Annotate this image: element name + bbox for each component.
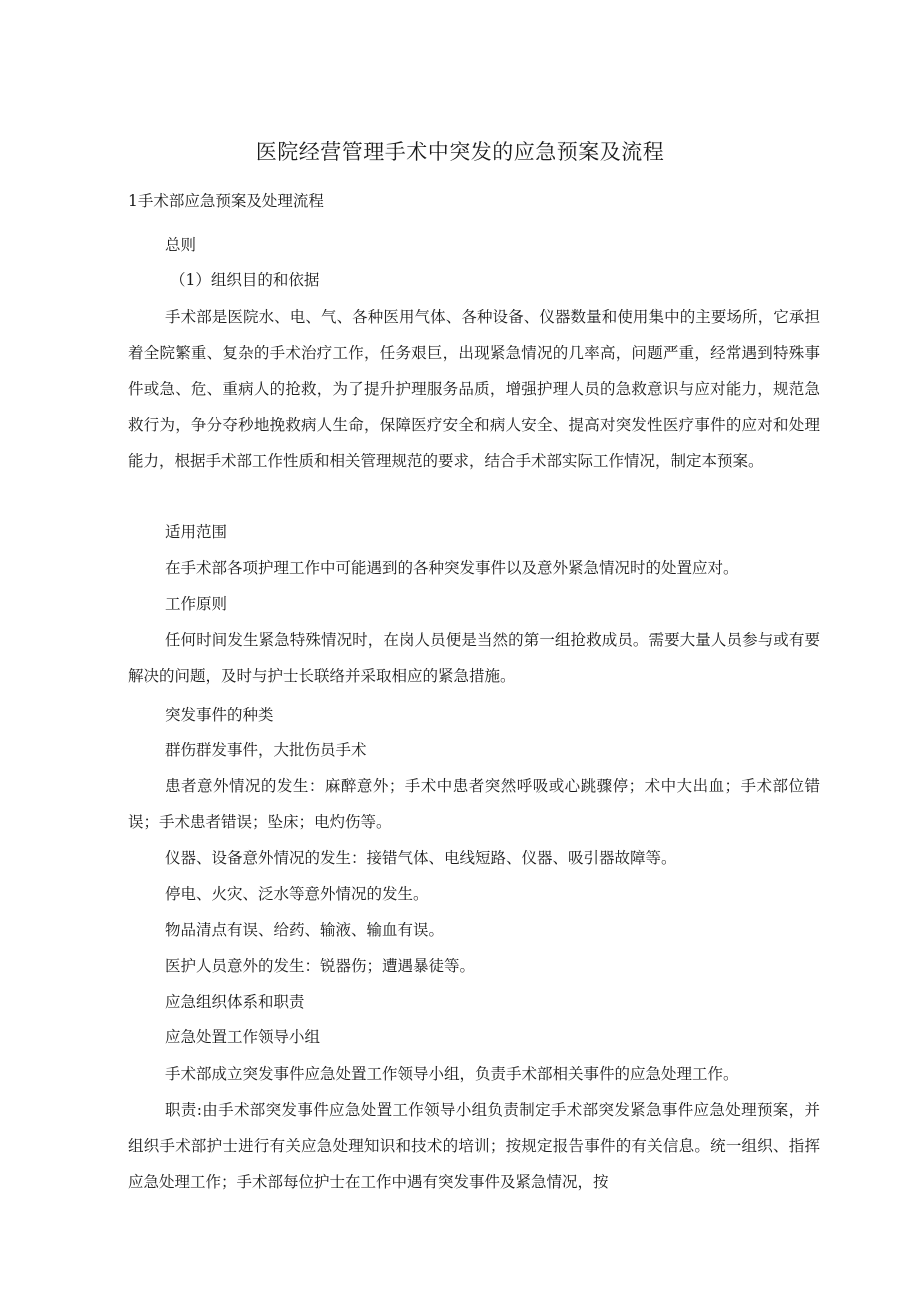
paragraph-purpose: 手术部是医院水、电、气、各种医用气体、各种设备、仪器数量和使用集中的主要场所，它承担着全院繁重、复杂的手术治疗工作，任务艰巨，出现紧急情况的几率高，问题严重，经常遇到特殊事件或急、危、重病人的抢救，为了提升护理服务品质，增强护理人员的急救意识与应对能力，规范急救行为，争分夺秒地挽救病人生命，保障医疗安全和病人安全、提高对突发性医疗事件的应对和处理能力，根据手术部工作性质和相关管理规范的要求，结合手术部实际工作情况，制定本预案。 [128,308,820,470]
list-item-type: 物品清点有误、给药、输液、输血有误。 [165,921,445,939]
subheading-leader-group: 应急处置工作领导小组 [165,1028,321,1046]
section-heading: 1手术部应急预案及处理流程 [128,192,324,210]
list-item-type: 仪器、设备意外情况的发生：接错气体、电线短路、仪器、吸引器故障等。 [165,849,677,867]
subheading-principle: 工作原则 [165,595,228,613]
list-item-type: 患者意外情况的发生：麻醉意外；手术中患者突然呼吸或心跳骤停；术中大出血；手术部位错误；手术患者错误；坠床；电灼伤等。 [128,777,820,831]
list-item-type: 停电、火灾、泛水等意外情况的发生。 [165,885,429,903]
subheading-types: 突发事件的种类 [165,706,274,724]
subheading-purpose: （1）组织目的和依据 [170,271,320,289]
paragraph-duties: 职责:由手术部突发事件应急处置工作领导小组负责制定手术部突发紧急事件应急处理预案，并组织手术部护士进行有关应急处理知识和技术的培训；按规定报告事件的有关信息。统一组织、指挥应急处理工作；手术部每位护士在工作中遇有突发事件及紧急情况，按 [128,1101,820,1191]
list-item-type: 群伤群发事件，大批伤员手术 [165,741,367,759]
paragraph-principle: 任何时间发生紧急特殊情况时，在岗人员便是当然的第一组抢救成员。需要大量人员参与或有要解决的问题，及时与护士长联络并采取相应的紧急措施。 [128,631,820,685]
subheading-scope: 适用范围 [165,523,228,541]
subheading-general: 总则 [165,236,197,254]
paragraph-scope: 在手术部各项护理工作中可能遇到的各种突发事件以及意外紧急情况时的处置应对。 [165,559,739,577]
paragraph-leader-group: 手术部成立突发事件应急处置工作领导小组，负责手术部相关事件的应急处理工作。 [165,1065,739,1083]
subheading-organization: 应急组织体系和职责 [165,993,305,1011]
document-title: 医院经营管理手术中突发的应急预案及流程 [255,140,665,164]
list-item-type: 医护人员意外的发生：锐器伤；遭遇暴徒等。 [165,957,476,975]
